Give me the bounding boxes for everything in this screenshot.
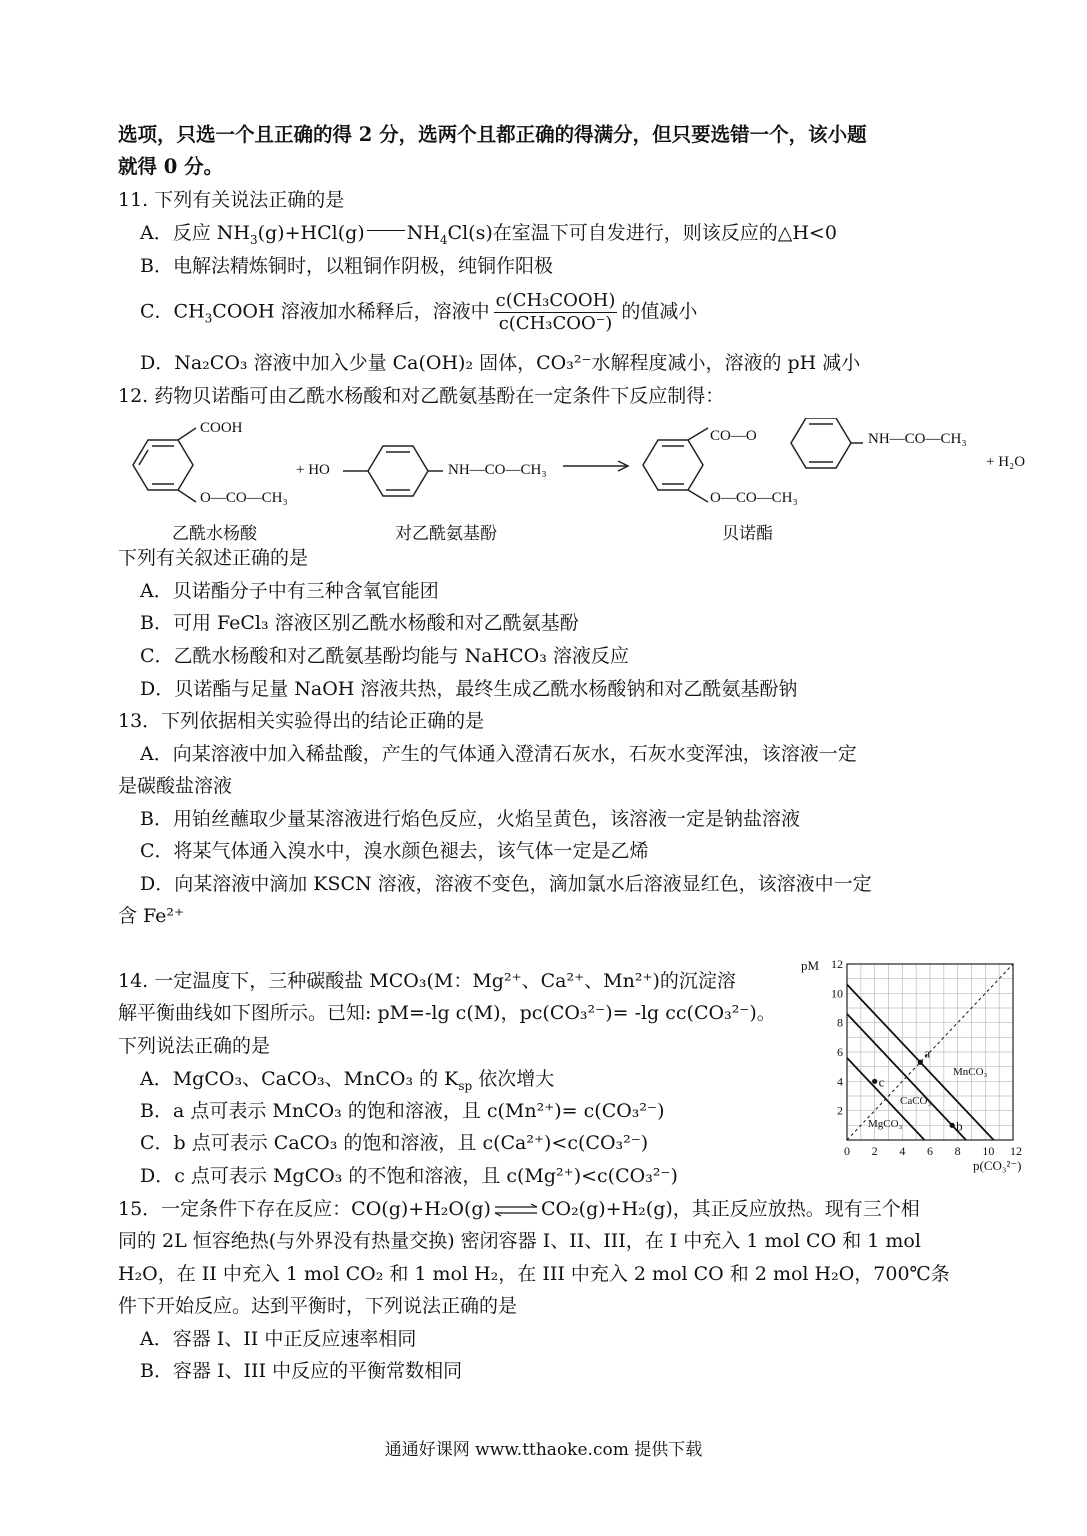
- y-tick-label: 8: [837, 1015, 843, 1030]
- q12-option-c: C．乙酰水杨酸和对乙酰氨基酚均能与 NaHCO₃ 溶液反应: [140, 645, 629, 667]
- q13-option-a-2: 是碳酸盐溶液: [118, 775, 233, 797]
- q11-option-d: D．Na₂CO₃ 溶液中加入少量 Ca(OH)₂ 固体，CO₃²⁻水解程度减小，溶液的 pH 减小: [140, 352, 861, 374]
- q15-option-a: A．容器 I、II 中正反应速率相同: [140, 1328, 417, 1350]
- label-paracetamol: 对乙酰氨基酚: [395, 524, 497, 544]
- q14-stem-3: 下列说法正确的是: [118, 1035, 271, 1057]
- q13-stem: 13．下列依据相关实验得出的结论正确的是: [118, 710, 485, 732]
- series-label-caco3: CaCO₃: [900, 1095, 932, 1107]
- x-tick-label: 2: [871, 1144, 878, 1158]
- x-axis-label: p(CO₃²⁻): [973, 1158, 1022, 1173]
- point-c: [872, 1079, 877, 1084]
- q15-option-b: B．容器 I、III 中反应的平衡常数相同: [140, 1360, 463, 1382]
- label-aspirin: 乙酰水杨酸: [172, 524, 257, 544]
- q12-option-a: A．贝诺酯分子中有三种含氧官能团: [140, 580, 439, 602]
- acetoxy-group-1: O—CO—CH₃: [200, 490, 288, 506]
- amide-group-1: NH—CO—CH₃: [448, 462, 547, 478]
- q14-option-a: A．MgCO₃、CaCO₃、MnCO₃ 的 $K_{sp}$ 依次增大: [140, 1068, 555, 1093]
- q15-stem-2: 同的 2L 恒容绝热(与外界没有热量交换) 密闭容器 I、II、III，在 I 中充入 1 mol CO 和 1 mol: [118, 1230, 921, 1252]
- q13-option-d-1: D．向某溶液中滴加 KSCN 溶液，溶液不变色，滴加氯水后溶液显红色，该溶液中一定: [140, 873, 872, 895]
- acetoxy-group-2: O—CO—CH₃: [710, 490, 798, 506]
- y-tick-label: 4: [837, 1074, 843, 1089]
- x-tick-label: 12: [1010, 1144, 1022, 1158]
- point-b: [950, 1123, 955, 1128]
- y-tick-label: 12: [831, 957, 843, 971]
- plus-ho: + HO: [296, 462, 330, 478]
- q12-stem: 12. 药物贝诺酯可由乙酰水杨酸和对乙酰氨基酚在一定条件下反应制得：: [118, 385, 725, 407]
- q12-option-b: B．可用 FeCl₃ 溶液区别乙酰水杨酸和对乙酰氨基酚: [140, 612, 579, 634]
- q14-stem-1: 14. 一定温度下，三种碳酸盐 MCO₃(M：Mg²⁺、Ca²⁺、Mn²⁺)的沉淀溶: [118, 970, 736, 992]
- q15-stem-3: H₂O，在 II 中充入 1 mol CO₂ 和 1 mol H₂，在 III 中充入 2 mol CO 和 2 mol H₂O，700℃条: [118, 1263, 950, 1285]
- q11-stem: 11. 下列有关说法正确的是: [118, 189, 345, 211]
- y-tick-label: 2: [837, 1103, 843, 1118]
- q12-sub-stem: 下列有关叙述正确的是: [118, 547, 309, 569]
- q13-option-c: C．将某气体通入溴水中，溴水颜色褪去，该气体一定是乙烯: [140, 840, 649, 862]
- q13-option-d-2: 含 Fe²⁺: [118, 905, 185, 927]
- y-tick-label: 6: [837, 1045, 843, 1059]
- x-tick-label: 6: [927, 1144, 933, 1158]
- q11-option-c: C．$CH_3COOH$ 溶液加水稀释后，溶液中 $\frac{\text{c(CH₃COOH)}}{\text{c(CH₃COO⁻)}}$ 的值减小: [140, 290, 698, 334]
- x-tick-label: 10: [982, 1144, 995, 1158]
- series-label-mnco3: MnCO₃: [953, 1066, 988, 1078]
- page-footer: 通通好课网 www.tthaoke.com 提供下载: [384, 1440, 703, 1460]
- q14-option-c: C．b 点可表示 CaCO₃ 的饱和溶液，且 c(Ca²⁺)<c(CO₃²⁻): [140, 1132, 649, 1154]
- q14-option-b: B．a 点可表示 MnCO₃ 的饱和溶液，且 c(Mn²⁺)= c(CO₃²⁻): [140, 1100, 665, 1122]
- x-tick-label: 4: [899, 1144, 906, 1158]
- q13-option-b: B．用铂丝蘸取少量某溶液进行焰色反应，火焰呈黄色，该溶液一定是钠盐溶液: [140, 808, 800, 830]
- series-label-mgco3: MgCO₃: [868, 1118, 903, 1130]
- q13-option-a-1: A．向某溶液中加入稀盐酸，产生的气体通入澄清石灰水，石灰水变浑浊，该溶液一定: [140, 743, 857, 765]
- intro-line-1: 选项，只选一个且正确的得 2 分，选两个且都正确的得满分，但只要选错一个，该小题: [118, 123, 867, 146]
- point-label-a: a: [924, 1045, 931, 1061]
- x-tick-label: 0: [844, 1144, 850, 1158]
- x-tick-label: 8: [954, 1144, 961, 1158]
- q14-stem-2: 解平衡曲线如下图所示。已知: pM=-lg c(M)，pc(CO₃²⁻)= -lg cc(CO₃²⁻)。: [118, 1002, 776, 1024]
- solubility-chart: [795, 950, 1045, 1180]
- point-label-b: b: [956, 1118, 963, 1134]
- cooh-group: COOH: [200, 420, 243, 436]
- q15-stem-4: 件下开始反应。达到平衡时，下列说法正确的是: [118, 1295, 518, 1317]
- q11-option-a: A．反应 $NH_3(g)+HCl(g)$ $NH_4Cl(s)$在室温下可自发进行，则该反应的△H<0: [140, 222, 837, 247]
- y-axis-label: pM: [801, 958, 820, 973]
- point-a: [918, 1060, 923, 1065]
- ester-link: CO—O: [710, 428, 757, 444]
- q12-option-d: D．贝诺酯与足量 NaOH 溶液共热，最终生成乙酰水杨酸钠和对乙酰氨基酚钠: [140, 678, 798, 700]
- intro-line-2: 就得 0 分。: [118, 155, 224, 178]
- q11-fraction: $\frac{\text{c(CH₃COOH)}}{\text{c(CH₃COO⁻)}}$: [495, 290, 616, 334]
- plus-water: + H₂O: [986, 454, 1026, 470]
- equilibrium-arrow: [493, 1203, 539, 1217]
- amide-group-2: NH—CO—CH₃: [868, 431, 967, 447]
- label-benorilate: 贝诺酯: [722, 524, 773, 544]
- q11-option-b: B．电解法精炼铜时，以粗铜作阴极，纯铜作阳极: [140, 255, 553, 277]
- y-tick-label: 10: [831, 986, 843, 1001]
- q15-stem-1: 15．一定条件下存在反应：CO(g)+H₂O(g) CO₂(g)+H₂(g)，其正反应放热。现有三个相: [118, 1198, 920, 1220]
- point-label-c: c: [878, 1074, 885, 1090]
- q14-option-d: D．c 点可表示 MgCO₃ 的不饱和溶液，且 c(Mg²⁺)<c(CO₃²⁻): [140, 1165, 678, 1187]
